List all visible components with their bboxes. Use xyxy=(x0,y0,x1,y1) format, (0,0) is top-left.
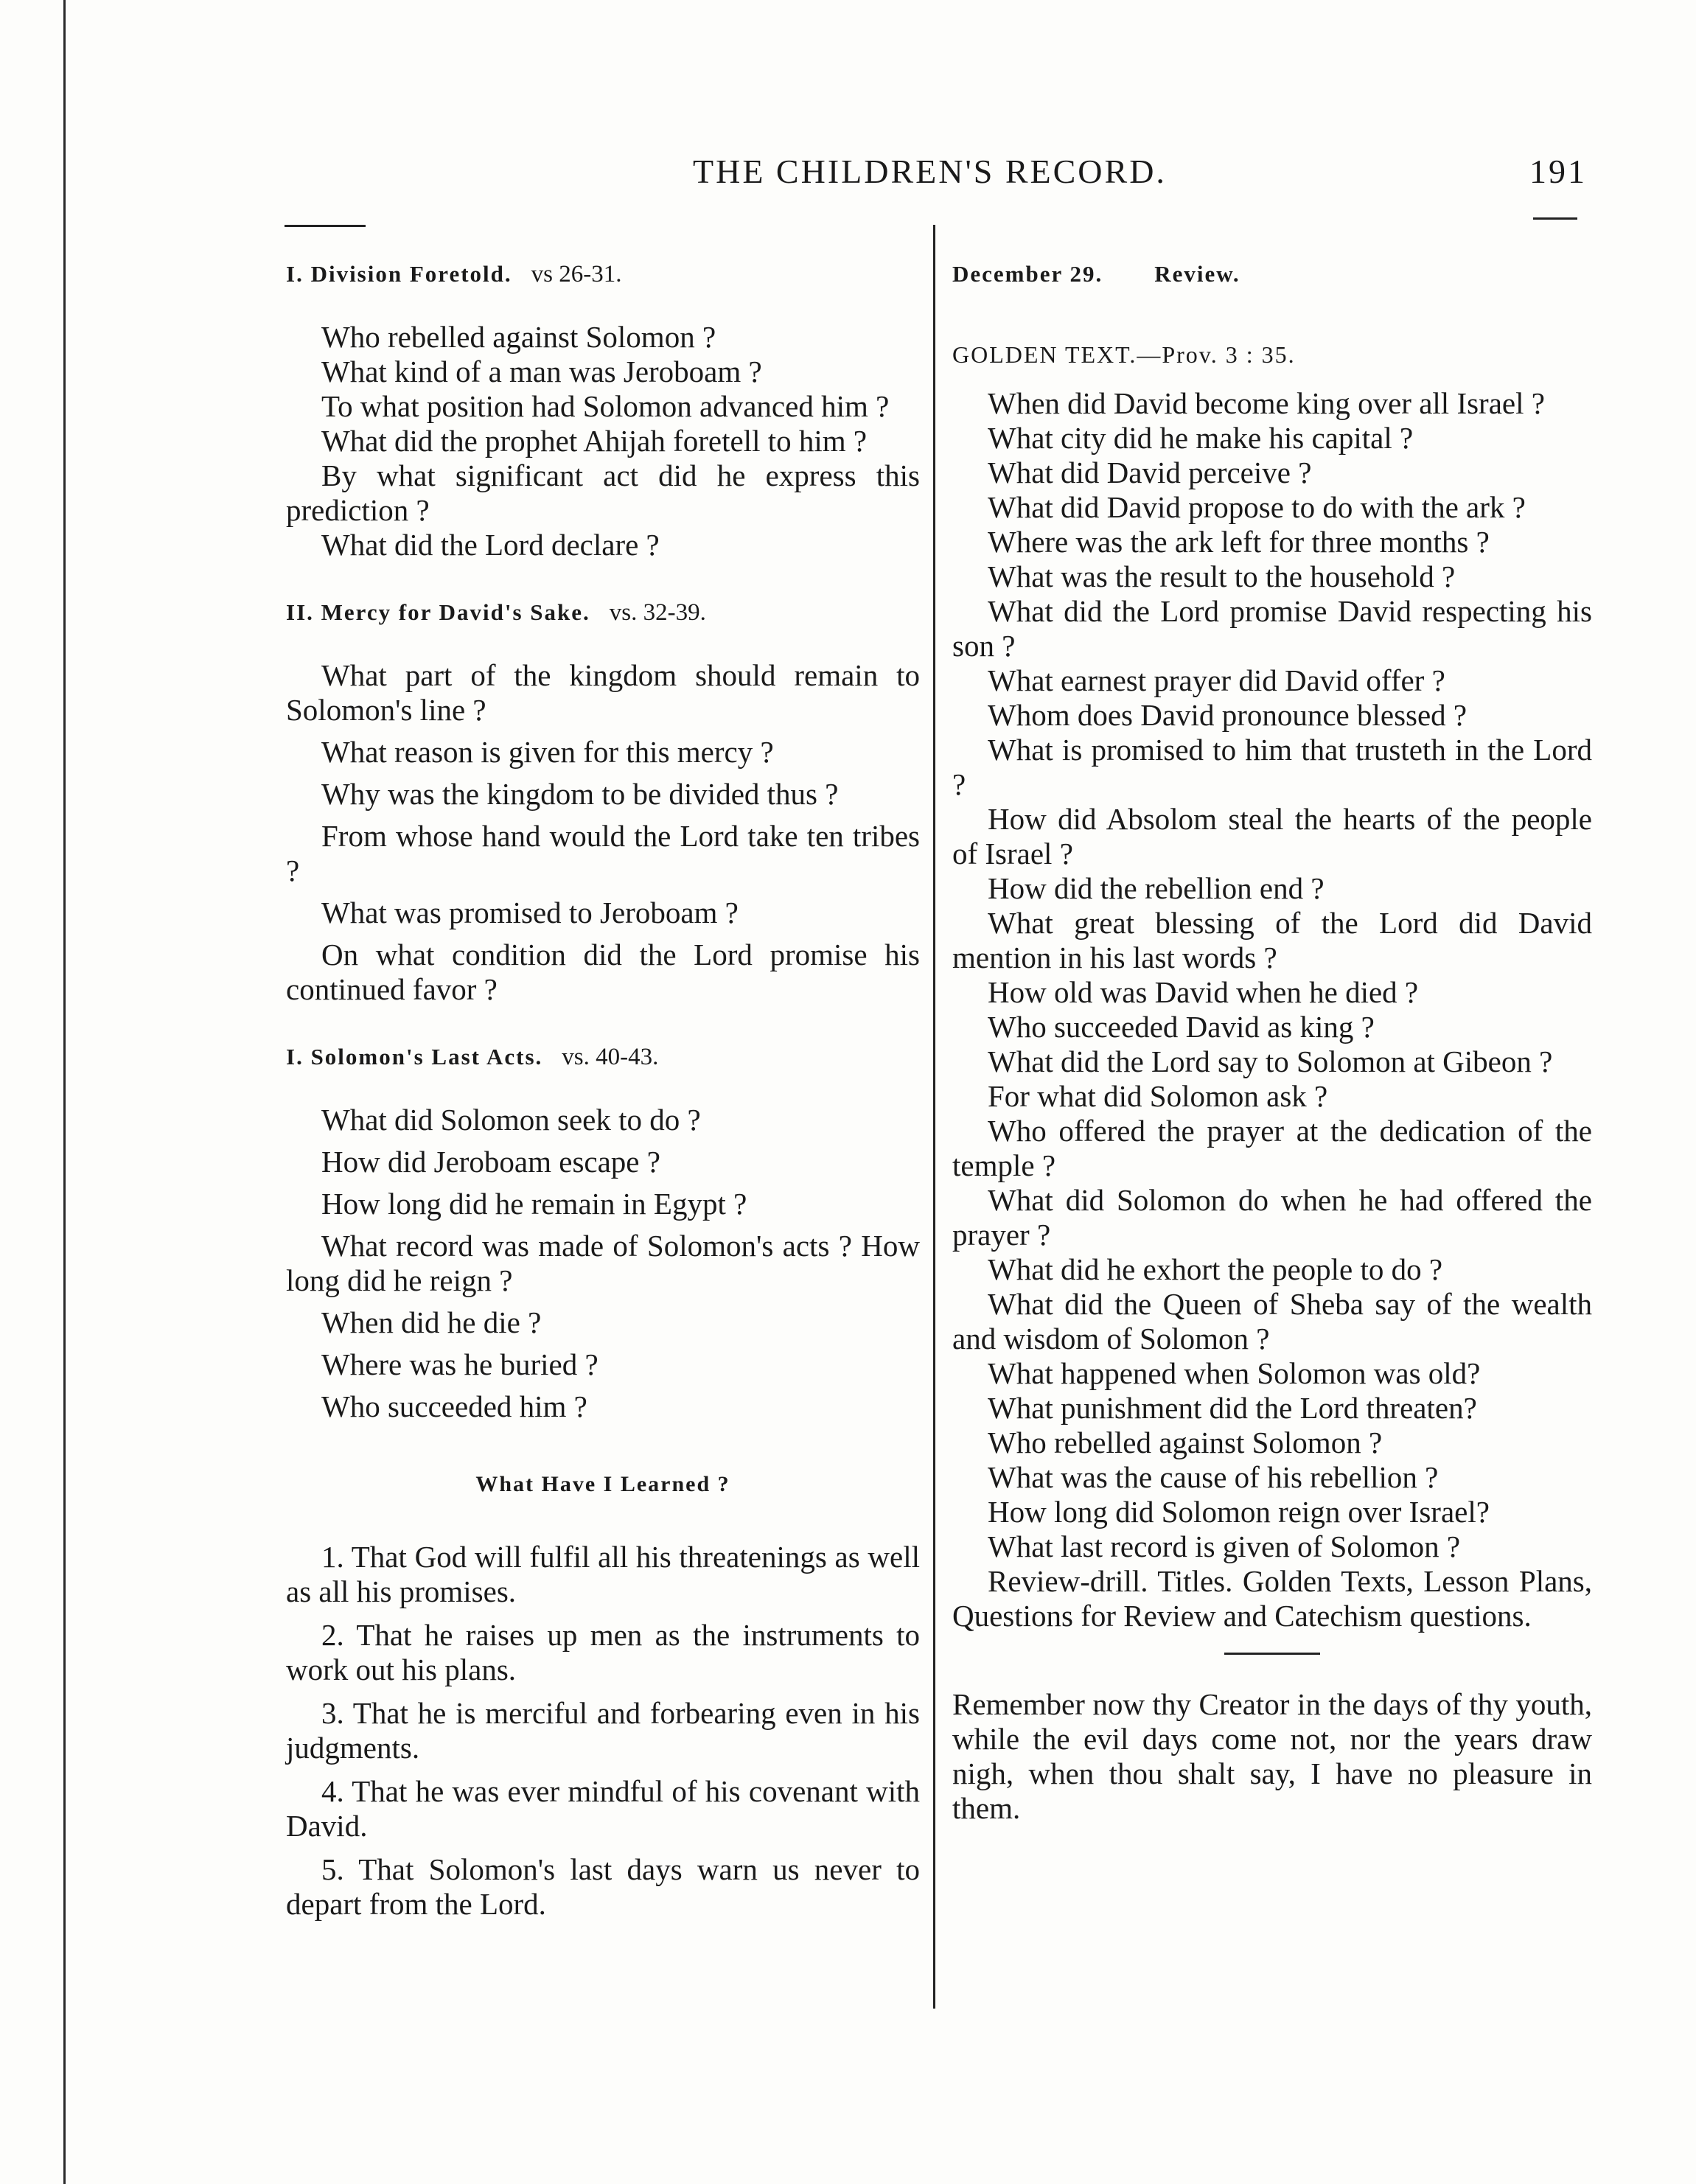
question: Who offered the prayer at the dedication of the temple ? xyxy=(952,1114,1592,1182)
question: How long did he remain in Egypt ? xyxy=(321,1187,747,1221)
question: When did David become king over all Israel ? xyxy=(988,386,1545,420)
question: How did the rebellion end ? xyxy=(988,871,1325,905)
question: How long did Solomon reign over Israel? xyxy=(988,1495,1490,1529)
learned-item: 1. That God will fulfil all his threatenings as well as all his promises. xyxy=(286,1540,920,1608)
question: How did Absolom steal the hearts of the people of Israel ? xyxy=(952,802,1592,871)
question: What was the result to the household ? xyxy=(988,559,1456,593)
verse-ref: vs. 32-39. xyxy=(609,599,706,626)
question: Who succeeded David as king ? xyxy=(988,1010,1375,1044)
lesson-date-heading: December 29. Review. xyxy=(952,261,1240,287)
section-heading-last-acts: I. Solomon's Last Acts. vs. 40-43. xyxy=(286,1044,659,1070)
question: Whom does David pronounce blessed ? xyxy=(988,698,1468,732)
margin-rule xyxy=(63,0,66,2184)
header-rule-left xyxy=(285,225,366,227)
learned-heading: What Have I Learned ? xyxy=(475,1472,730,1496)
question: How did Jeroboam escape ? xyxy=(321,1145,660,1179)
question-list-last-acts xyxy=(286,1103,920,1424)
question: Who succeeded him ? xyxy=(321,1389,587,1423)
closing-verse: Remember now thy Creator in the days of thy youth, while the evil days come not, nor the years draw nigh, when thou shalt say, I have no pleasure in them. xyxy=(952,1687,1592,1825)
question: What did the Lord promise David respecting his son ? xyxy=(952,594,1592,663)
question: What did David perceive ? xyxy=(988,456,1312,489)
question: What part of the kingdom should remain to Solomon's line ? xyxy=(286,658,920,727)
question: For what did Solomon ask ? xyxy=(988,1079,1328,1113)
question: What did the prophet Ahijah foretell to him ? xyxy=(321,424,868,458)
review-question-list xyxy=(952,386,1592,1633)
learned-item: 2. That he raises up men as the instruments to work out his plans. xyxy=(286,1618,920,1686)
question: Where was the ark left for three months ? xyxy=(988,525,1490,559)
learned-item: 5. That Solomon's last days warn us never to depart from the Lord. xyxy=(286,1852,920,1921)
section-heading-division: I. Division Foretold. vs 26-31. xyxy=(286,261,622,287)
question: Who rebelled against Solomon ? xyxy=(988,1426,1383,1459)
question: What happened when Solomon was old? xyxy=(988,1356,1481,1390)
question: What was promised to Jeroboam ? xyxy=(321,896,739,929)
learned-item: 4. That he was ever mindful of his covenant with David. xyxy=(286,1774,920,1843)
question: On what condition did the Lord promise his continued favor ? xyxy=(286,938,920,1006)
section-heading-mercy: II. Mercy for David's Sake. vs. 32-39. xyxy=(286,599,706,626)
question: What city did he make his capital ? xyxy=(988,421,1414,455)
question: Who rebelled against Solomon ? xyxy=(321,320,716,354)
question: How old was David when he died ? xyxy=(988,975,1419,1009)
review-drill: Review-drill. Titles. Golden Texts, Lesson Plans, Questions for Review and Catechism questions. xyxy=(952,1564,1592,1633)
section-rule xyxy=(1224,1653,1320,1655)
question: What reason is given for this mercy ? xyxy=(321,735,774,769)
question-list-division xyxy=(286,320,920,562)
header-rule-right xyxy=(1533,217,1577,220)
verse-ref: vs. 40-43. xyxy=(562,1044,659,1070)
running-title: THE CHILDREN'S RECORD. xyxy=(693,153,1167,190)
question: What is promised to him that trusteth in the Lord ? xyxy=(952,733,1592,801)
question: Where was he buried ? xyxy=(321,1347,599,1381)
question: What did the Lord say to Solomon at Gibeon ? xyxy=(988,1044,1553,1078)
question-list-mercy xyxy=(286,658,920,1007)
question: What did he exhort the people to do ? xyxy=(988,1252,1443,1286)
right-column xyxy=(952,249,1592,1826)
question: What kind of a man was Jeroboam ? xyxy=(321,355,762,388)
verse-ref: vs 26-31. xyxy=(531,261,622,287)
question: What did Solomon seek to do ? xyxy=(321,1103,701,1137)
learned-list xyxy=(286,1540,920,1922)
question: What punishment did the Lord threaten? xyxy=(988,1391,1477,1425)
question: What earnest prayer did David offer ? xyxy=(988,663,1445,697)
question: By what significant act did he express this prediction ? xyxy=(286,458,920,527)
question: What last record is given of Solomon ? xyxy=(988,1529,1461,1563)
question: Why was the kingdom to be divided thus ? xyxy=(321,777,839,811)
golden-text: GOLDEN TEXT.—Prov. 3 : 35. xyxy=(952,341,1296,368)
question: From whose hand would the Lord take ten tribes ? xyxy=(286,819,920,887)
question: To what position had Solomon advanced him ? xyxy=(321,389,890,423)
column-divider xyxy=(933,225,935,2009)
question: What was the cause of his rebellion ? xyxy=(988,1460,1439,1494)
learned-item: 3. That he is merciful and forbearing even in his judgments. xyxy=(286,1696,920,1765)
review-label: Review. xyxy=(1154,261,1240,287)
question: When did he die ? xyxy=(321,1305,542,1339)
question: What did Solomon do when he had offered the prayer ? xyxy=(952,1183,1592,1252)
question: What did the Queen of Sheba say of the wealth and wisdom of Solomon ? xyxy=(952,1287,1592,1356)
left-column xyxy=(286,249,920,1930)
page-number: 191 xyxy=(1529,153,1587,190)
question: What did David propose to do with the ark ? xyxy=(988,490,1526,524)
question: What great blessing of the Lord did David mention in his last words ? xyxy=(952,906,1592,974)
question: What did the Lord declare ? xyxy=(321,528,660,562)
page-header xyxy=(280,146,1607,198)
question: What record was made of Solomon's acts ? How long did he reign ? xyxy=(286,1229,920,1297)
